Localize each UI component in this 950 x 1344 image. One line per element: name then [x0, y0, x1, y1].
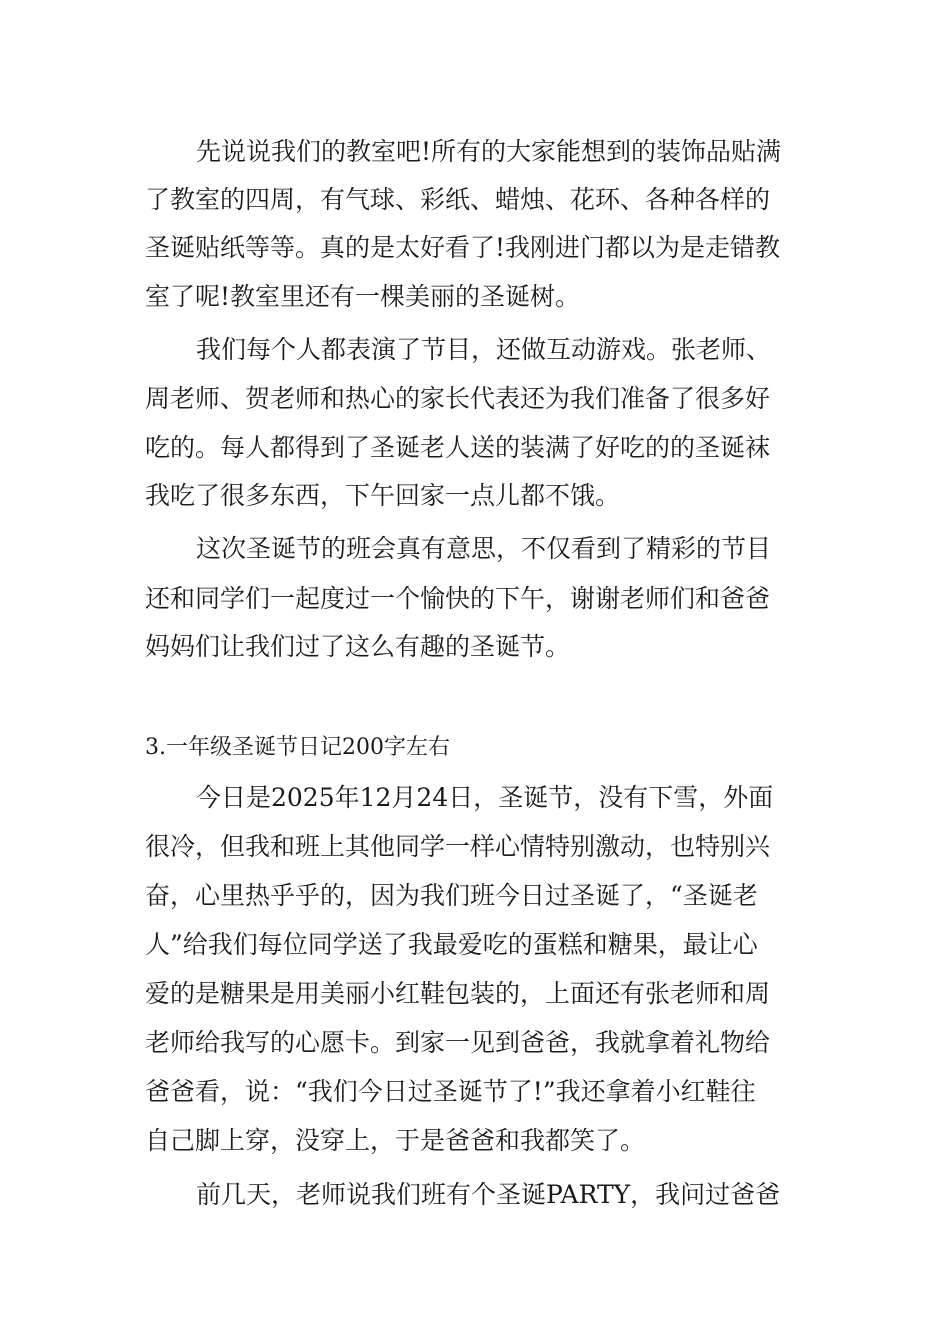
paragraph-line: 周老师、贺老师和热心的家长代表还为我们准备了很多好 [145, 384, 771, 413]
paragraph-line: 我吃了很多东西，下午回家一点儿都不饿。 [145, 481, 621, 510]
paragraph-line: 还和同学们一起度过一个愉快的下午，谢谢老师们和爸爸 [145, 584, 771, 613]
paragraph-line: 妈妈们让我们过了这么有趣的圣诞节。 [145, 632, 571, 661]
paragraph-line: 奋，心里热乎乎的，因为我们班今日过圣诞了，“圣诞老 [145, 881, 758, 910]
paragraph-line: 先说说我们的教室吧!所有的大家能想到的装饰品贴满 [196, 137, 782, 166]
paragraph-line: 爱的是糖果是用美丽小红鞋包装的，上面还有张老师和周 [145, 979, 771, 1008]
paragraph-line: 今日是2025年12月24日，圣诞节，没有下雪，外面 [196, 783, 774, 812]
paragraph-line: 室了呢!教室里还有一棵美丽的圣诞树。 [145, 282, 581, 311]
paragraph-line: 自己脚上穿，没穿上，于是爸爸和我都笑了。 [145, 1126, 646, 1155]
section-heading: 3.一年级圣诞节日记200字左右 [145, 735, 450, 760]
paragraph-line: 爸爸看，说：“我们今日过圣诞节了!”我还拿着小红鞋往 [145, 1077, 756, 1106]
paragraph-line: 这次圣诞节的班会真有意思，不仅看到了精彩的节目 [196, 534, 772, 563]
paragraph-line: 老师给我写的心愿卡。到家一见到爸爸，我就拿着礼物给 [145, 1028, 771, 1057]
paragraph-line: 我们每个人都表演了节目，还做互动游戏。张老师、 [196, 335, 772, 364]
paragraph-line: 圣诞贴纸等等。真的是太好看了!我刚进门都以为是走错教 [145, 233, 781, 262]
paragraph-line: 前几天，老师说我们班有个圣诞PARTY，我问过爸爸 [196, 1180, 781, 1209]
paragraph-line: 了教室的四周，有气球、彩纸、蜡烛、花环、各种各样的 [145, 185, 771, 214]
paragraph-line: 很冷，但我和班上其他同学一样心情特别激动，也特别兴 [145, 832, 771, 861]
paragraph-line: 人”给我们每位同学送了我最爱吃的蛋糕和糖果，最让心 [145, 930, 758, 959]
paragraph-line: 吃的。每人都得到了圣诞老人送的装满了好吃的的圣诞袜 [145, 433, 771, 462]
